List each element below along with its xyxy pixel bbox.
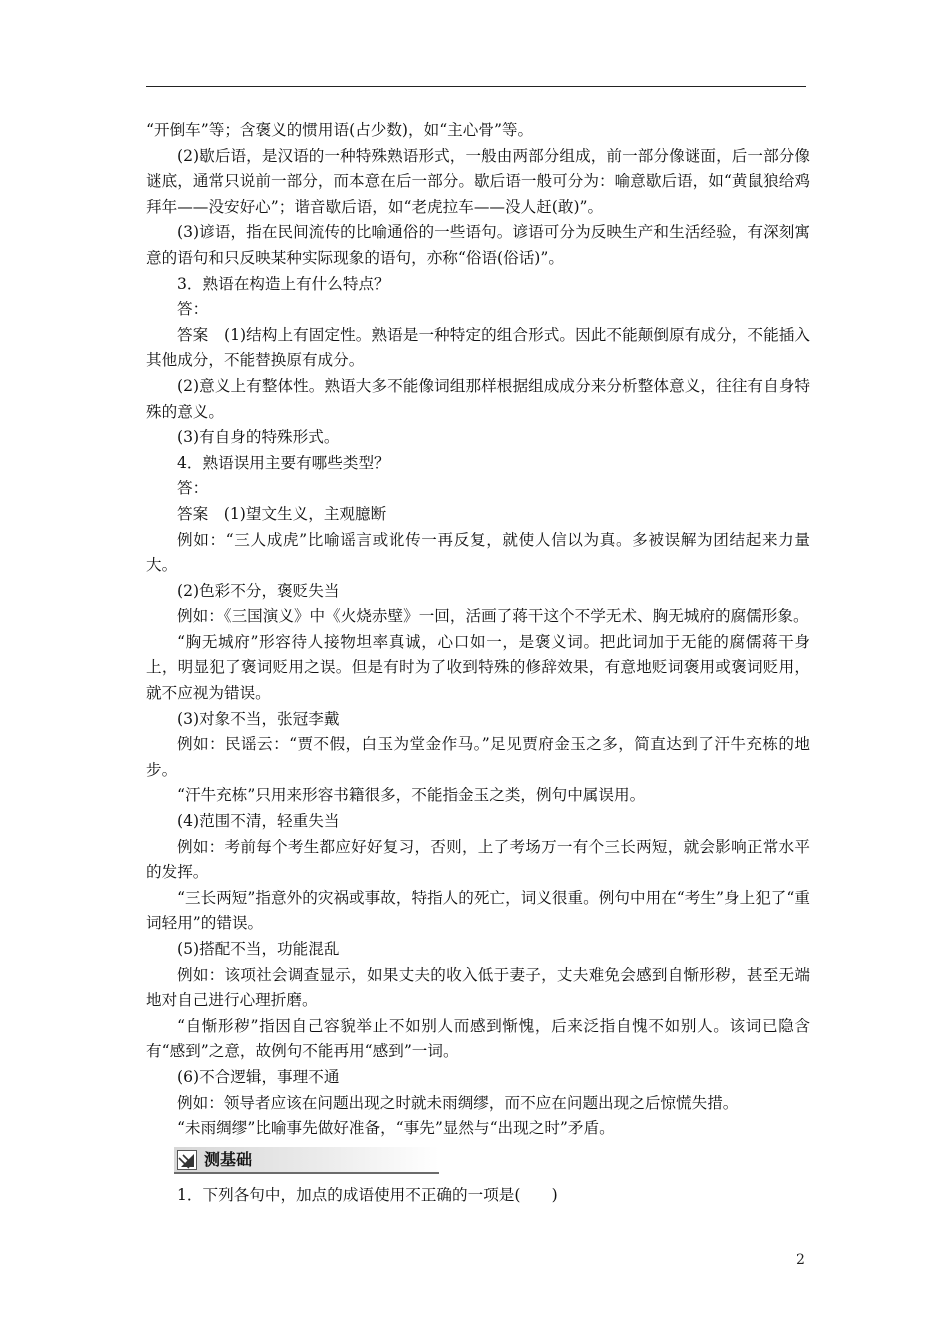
paragraph: (5)搭配不当，功能混乱 [177,940,340,958]
question-text: 1．下列各句中，加点的成语使用不正确的一项是( ) [177,1185,558,1204]
paragraph: (3)对象不当，张冠李戴 [177,709,340,728]
section-header [174,1147,439,1173]
paragraph: 例如：《三国演义》中《火烧赤壁》一回，活画了蒋干这个不学无术、胸无城府的腐儒形象。 [177,607,809,626]
paragraph: “未雨绸缪”比喻事先做好准备，“事先”显然与“出现之时”矛盾。 [177,1119,615,1138]
page-content [146,118,810,1208]
paragraph: “汗牛充栋”只用来形容书籍很多，不能指金玉之类，例句中属误用。 [177,786,646,805]
header-rule [146,86,806,87]
paragraph: 例如：领导者应该在问题出现之时就未雨绸缪，而不应在问题出现之后惊慌失措。 [177,1093,739,1112]
paragraph: 例如：民谣云：“贾不假，白玉为堂金作马。”足见贾府金玉之多，简直达到了汗牛充栋的地步。 [146,735,810,779]
page-number: 2 [796,1252,805,1268]
paragraph: 答案 (1)望文生义，主观臆断 [177,504,387,523]
diagonal-hatch-icon [177,1150,197,1170]
answer-label: 答： [177,300,209,319]
paragraph: “胸无城府”形容待人接物坦率真诚，心口如一，是褒义词。把此词加于无能的腐儒蒋干身上，明显犯了褒词贬用之误。但是有时为了收到特殊的修辞效果，有意地贬词褒用或褒词贬用，就不应视为错误。 [146,632,810,703]
section-underline [174,1172,439,1174]
paragraph: (3)有自身的特殊形式。 [177,428,340,447]
paragraph: (2)色彩不分，褒贬失当 [177,581,340,600]
paragraph: 例如：考前每个考生都应好好复习，否则，上了考场万一有个三长两短，就会影响正常水平的发挥。 [146,837,810,882]
paragraph: (4)范围不清，轻重失当 [177,812,340,831]
question-heading: 4．熟语误用主要有哪些类型？ [177,453,390,472]
paragraph: “自惭形秽”指因自己容貌举止不如别人而感到惭愧，后来泛指自愧不如别人。该词已隐含有“感到”之意，故例句不能再用“感到”一词。 [146,1016,810,1061]
section-title: 测基础 [204,1149,253,1169]
paragraph: (2)歇后语，是汉语的一种特殊熟语形式，一般由两部分组成，前一部分像谜面，后一部分像谜底，通常只说前一部分，而本意在后一部分。歇后语一般可分为：喻意歇后语，如“黄鼠狼给鸡拜年——没安好心”；谐音歇后语，如“老虎拉车——没人赶(敢)”。 [146,146,810,216]
paragraph: 答案 (1)结构上有固定性。熟语是一种特定的组合形式。因此不能颠倒原有成分，不能插入其他成分，不能替换原有成分。 [146,325,810,370]
paragraph: (3)谚语，指在民间流传的比喻通俗的一些语句。谚语可分为反映生产和生活经验，有深刻寓意的语句和只反映某种实际现象的语句，亦称“俗语(俗话)”。 [146,223,810,267]
paragraph-list [146,118,810,1142]
paragraph: “开倒车”等；含褒义的惯用语(占少数)，如“主心骨”等。 [146,121,534,139]
answer-label: 答： [177,479,209,498]
paragraph: (2)意义上有整体性。熟语大多不能像词组那样根据组成成分来分析整体意义，往往有自身特殊的意义。 [146,376,810,421]
paragraph: 例如：“三人成虎”比喻谣言或讹传一再反复，就使人信以为真。多被误解为团结起来力量大。 [146,530,810,575]
question-heading: 3．熟语在构造上有什么特点？ [177,274,390,293]
paragraph: 例如：该项社会调查显示，如果丈夫的收入低于妻子，丈夫难免会感到自惭形秽，甚至无端地对自己进行心理折磨。 [146,965,810,1010]
paragraph: “三长两短”指意外的灾祸或事故，特指人的死亡，词义很重。例句中用在“考生”身上犯了“重词轻用”的错误。 [146,888,810,933]
paragraph: (6)不合逻辑，事理不通 [177,1067,340,1086]
